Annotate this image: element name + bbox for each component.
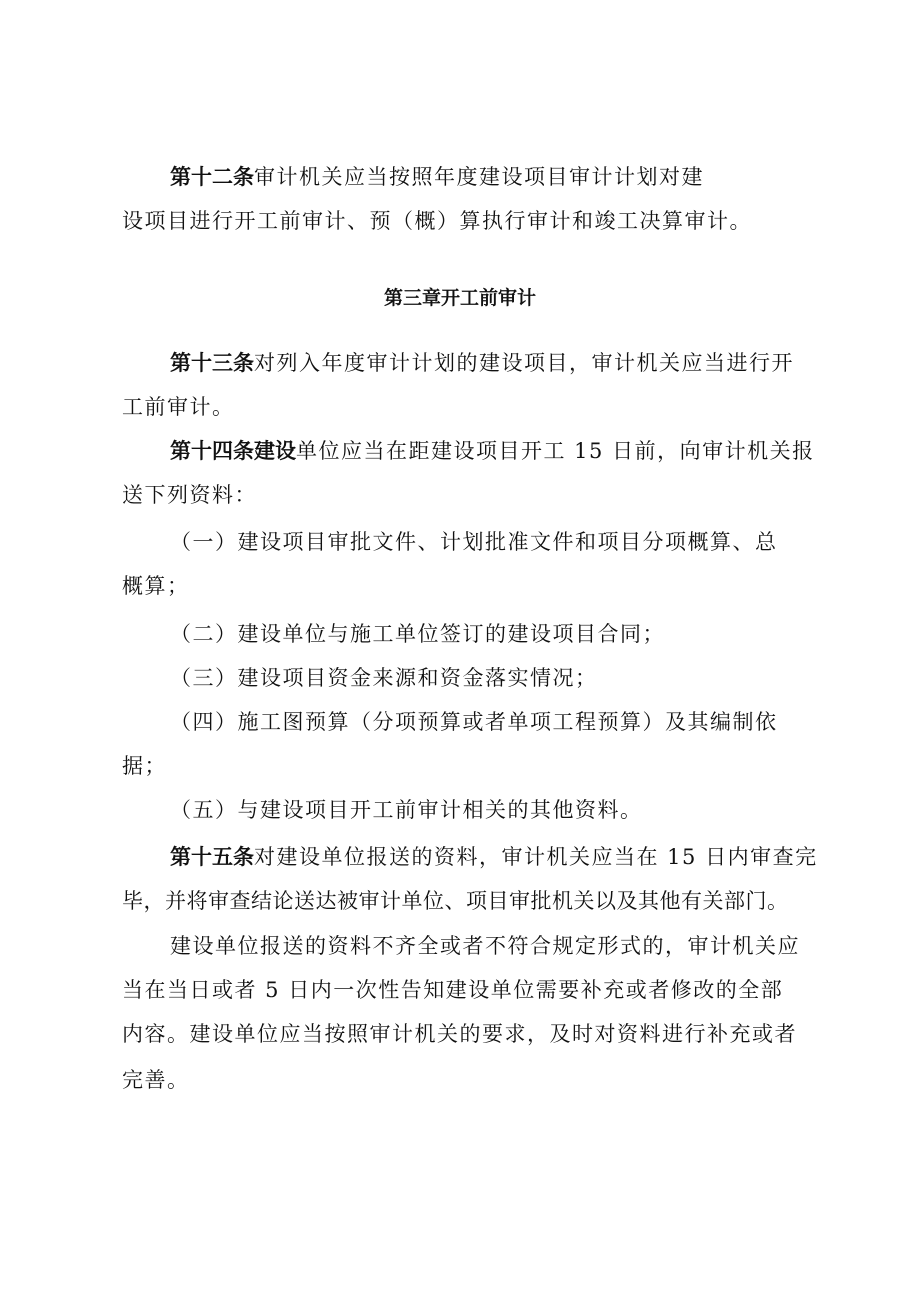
article-15-para2-line-1: 建设单位报送的资料不齐全或者不符合规定形式的，审计机关应 — [170, 934, 800, 958]
list-item-2: （二）建设单位与施工单位签订的建设项目合同； — [170, 622, 665, 646]
list-item-4-line-2: 据； — [122, 754, 167, 778]
list-item-5: （五）与建设项目开工前审计相关的其他资料。 — [170, 798, 643, 822]
article-15-line-2: 毕，并将审查结论送达被审计单位、项目审批机关以及其他有关部门。 — [122, 889, 789, 913]
article-14-text-1: 单位应当在距建设项目开工 15 日前，向审计机关报 — [296, 439, 815, 463]
article-12-text-1: 审计机关应当按照年度建设项目审计计划对建 — [254, 165, 704, 189]
list-item-1-line-2: 概算； — [122, 574, 190, 598]
article-15-para2-line-2: 当在当日或者 5 日内一次性告知建设单位需要补充或者修改的全部 — [122, 978, 784, 1002]
article-14-label: 第十四条建设 — [170, 439, 296, 463]
article-12-line-1 — [170, 160, 704, 194]
article-13-label: 第十三条 — [170, 351, 254, 375]
list-item-1-line-1: （一）建设项目审批文件、计划批准文件和项目分项概算、总 — [170, 530, 778, 554]
chapter-3-heading: 第三章开工前审计 — [383, 287, 536, 309]
article-14-line-2: 送下列资料： — [122, 483, 257, 507]
article-13-text-1: 对列入年度审计计划的建设项目，审计机关应当进行开 — [254, 351, 794, 375]
article-13-line-2: 工前审计。 — [122, 395, 235, 419]
article-12-line-2: 设项目进行开工前审计、预（概）算执行审计和竣工决算审计。 — [122, 209, 752, 233]
article-15-para2-line-3: 内容。建设单位应当按照审计机关的要求，及时对资料进行补充或者 — [122, 1022, 797, 1046]
list-item-4-line-1: （四）施工图预算（分项预算或者单项工程预算）及其编制依 — [170, 710, 778, 734]
article-15-text-1: 对建设单位报送的资料，审计机关应当在 15 日内审查完 — [254, 845, 818, 869]
article-15-line-1 — [170, 840, 818, 874]
article-15-label: 第十五条 — [170, 845, 254, 869]
article-15-para2-line-4: 完善。 — [122, 1068, 190, 1092]
article-12-label: 第十二条 — [170, 165, 254, 189]
article-13-line-1 — [170, 346, 794, 380]
article-14-line-1 — [170, 434, 815, 468]
list-item-3: （三）建设项目资金来源和资金落实情况； — [170, 666, 598, 690]
